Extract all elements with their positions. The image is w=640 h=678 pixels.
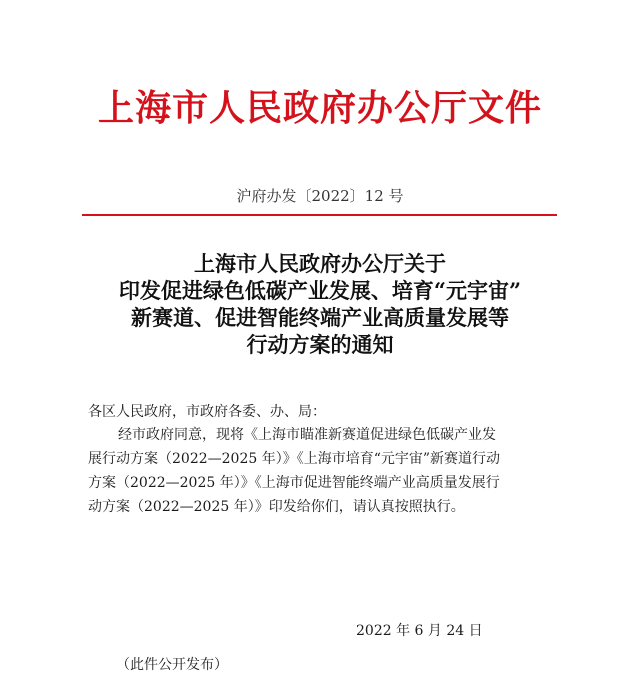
notice-title-line: 上海市人民政府办公厅关于 [194,251,446,276]
body-line: 动方案（2022—2025 年）》印发给你们，请认真按照执行。 [88,499,465,515]
notice-title [0,250,640,358]
notice-title-line: 新赛道、促进智能终端产业高质量发展等 [131,305,509,330]
addressee: 各区人民政府，市政府各委、办、局： [88,404,326,420]
body-line: 经市政府同意，现将《上海市瞄准新赛道促进绿色低碳产业发 [118,427,496,443]
document-number: 沪府办发〔2022〕12 号 [236,187,404,205]
issuing-office-header: 上海市人民政府办公厅文件 [97,87,542,129]
publication-note: （此件公开发布） [116,657,228,673]
notice-title-line: 行动方案的通知 [246,332,394,357]
notice-title-line: 印发促进绿色低碳产业发展、培育“元宇宙” [118,278,522,303]
body-line: 展行动方案（2022—2025 年）》《上海市培育“元宇宙”新赛道行动 [88,451,501,467]
body-line: 方案（2022—2025 年）》《上海市促进智能终端产业高质量发展行 [88,475,500,491]
notice-body [88,423,558,519]
red-divider-line [82,214,557,216]
issue-date: 2022 年 6 月 24 日 [356,623,483,639]
